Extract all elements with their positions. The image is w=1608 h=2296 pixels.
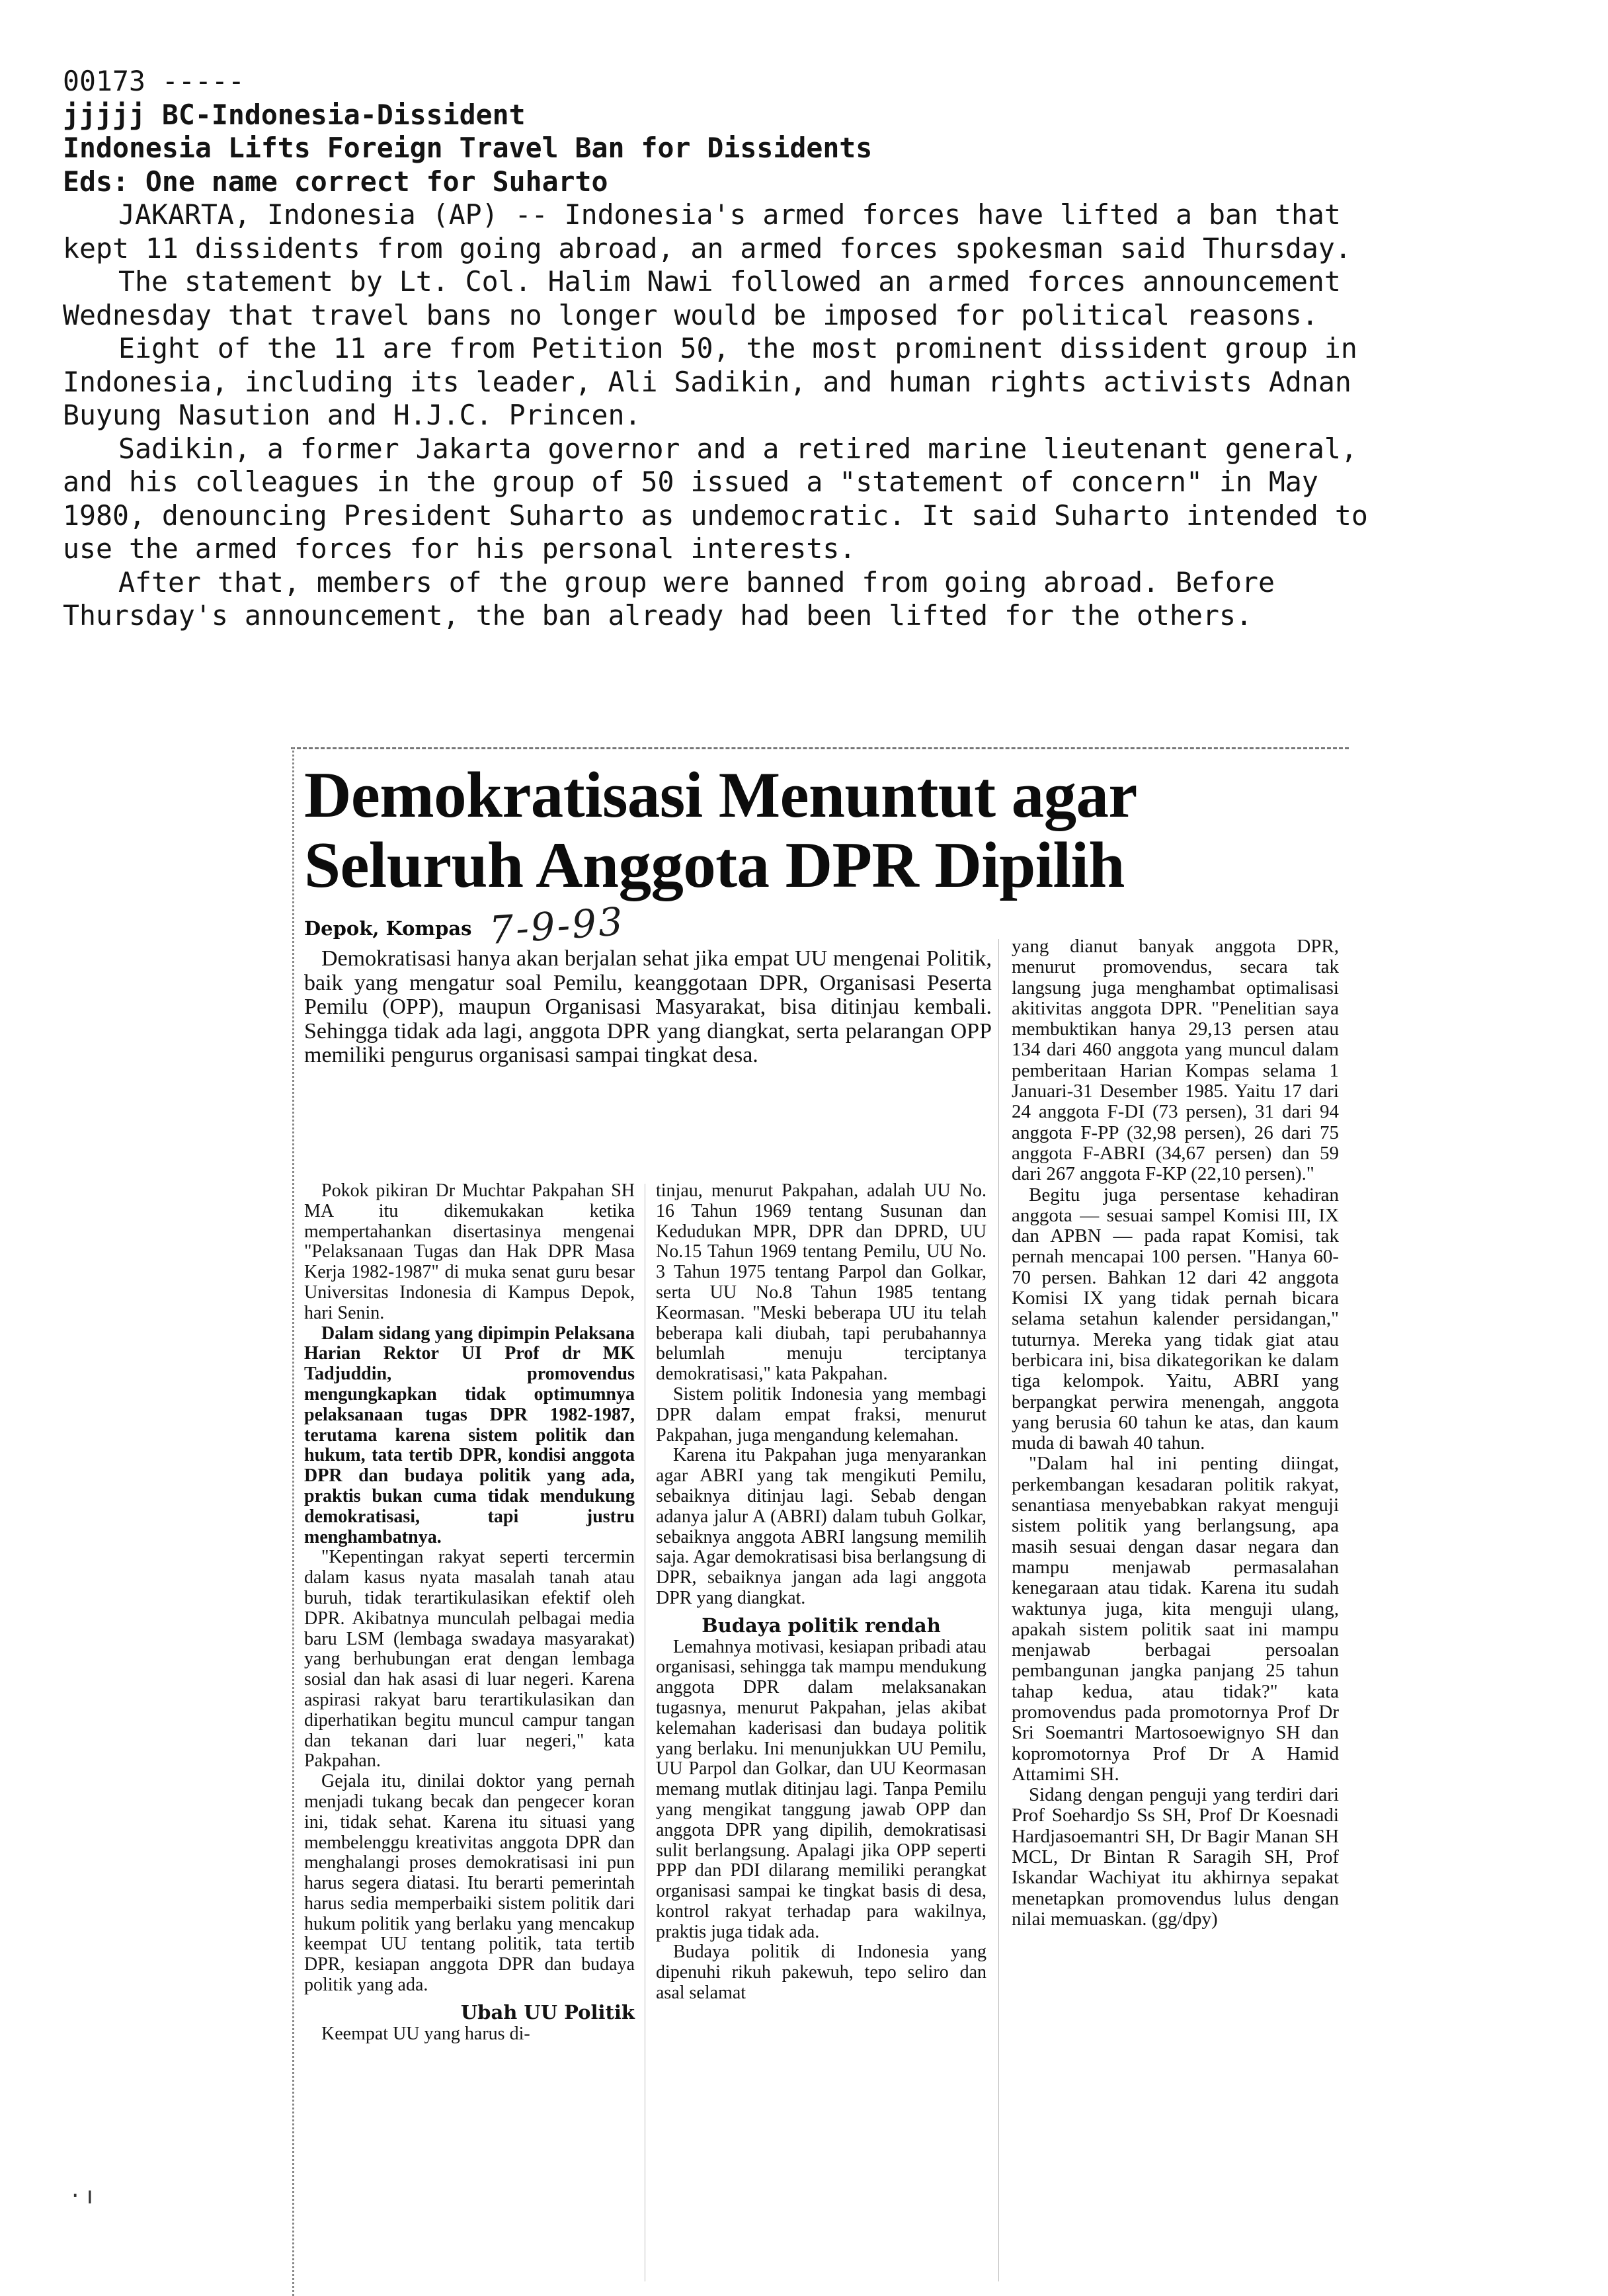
article-paragraph: "Dalam hal ini penting diingat, perkembangan kesadaran politik rakyat, senantiasa menyebabkan rakyat menguji sistem politik yang berlangsung, apa masih sesuai dengan dasar negara dan mampu menjawab permasalahan kenegaraan atau tidak. Karena itu sudah waktunya juga, kita menguji ulang, apakah sistem politik saat ini mampu menjawab berbagai persoalan pembangunan jangka panjang 25 tahun tahap kedua, atau tidak?" kata promovendus pada promotornya Prof Dr Sri Soemantri Martosoewignyo SH dan kopromotornya Prof Dr A Hamid Attamimi SH. [1012,1453,1339,1785]
clipping-cut-edge [292,747,294,2296]
column-rule [998,939,999,2281]
wire-paragraph: Sadikin, a former Jakarta governor and a retired marine lieutenant general, and his colleagues in the group of 50 issued a "statement of concern" in May 1980, denouncing President Suharto as undemocratic. It said Suharto intended to use the armed forces for his personal interests. [63,432,1368,565]
lead-text: Demokratisasi hanya akan berjalan sehat jika empat UU mengenai Politik, baik yang mengatur soal Pemilu, keanggotaan DPR, Organisasi Peserta Pemilu (OPP), maupun Organisasi Masyarakat, bisa ditinjau kembali. Sehingga tidak ada lagi, anggota DPR yang diangkat, serta pelarangan OPP memiliki pengurus organisasi sampai tingkat desa. [304,946,992,1067]
newspaper-clipping [291,747,1349,2296]
wire-slug: jjjjj BC-Indonesia-Dissident [63,98,526,131]
subheading: Ubah UU Politik [460,2000,635,2024]
headline-line: Seluruh Anggota DPR Dipilih [304,829,1125,901]
article-paragraph: Pokok pikiran Dr Muchtar Pakpahan SH MA itu dikemukakan ketika mempertahankan disertasinya mengenai "Pelaksanaan Tugas dan Hak DPR Masa Kerja 1982-1987" di muka senat guru besar Universitas Indonesia di Kampus Depok, hari Senin. [304,1180,635,1323]
article-paragraph: Keempat UU yang harus di- [321,2023,530,2044]
handwritten-date: 7-9-93 [487,898,626,954]
wire-headline: Indonesia Lifts Foreign Travel Ban for Dissidents [63,132,873,164]
article-paragraph: tinjau, menurut Pakpahan, adalah UU No. 16 Tahun 1969 tentang Susunan dan Kedudukan MPR, DPR dan DPRD, UU No.15 Tahun 1969 tentang Pemilu, UU No. 3 Tahun 1975 tentang Parpol dan Golkar, serta UU No.8 Tahun 1985 tentang Keormasan. "Meski beberapa UU itu telah beberapa kali diubah, tapi perubahannya belumlah menuju terciptanya demokratisasi," kata Pakpahan. [656,1180,986,1385]
clipping-headline [304,760,1346,901]
wire-editor-note: Eds: One name correct for Suharto [63,165,608,198]
wire-paragraph: Eight of the 11 are from Petition 50, the most prominent dissident group in Indonesia, including its leader, Ali Sadikin, and human rights activists Adnan Buyung Nasution and H.J.C. Princen. [63,332,1357,431]
article-paragraph: Karena itu Pakpahan juga menyarankan agar ABRI yang tak mengikuti Pemilu, sebaiknya ditinjau lagi. Sebab dengan adanya jalur A (ABRI) dalam tubuh Golkar, sebaiknya anggota ABRI langsung memilih saja. Agar demokratisasi bisa berlangsung di DPR, sebaiknya jangan ada lagi anggota DPR yang diangkat. [656,1445,986,1608]
article-paragraph: "Kepentingan rakyat seperti tercermin dalam kasus nyata masalah tanah atau buruh, tidak terartikulasikan efektif oleh DPR. Akibatnya munculah pelbagai media baru LSM (lembaga swadaya masyarakat) yang berhubungan erat dengan lembaga sosial dan hak asasi di luar negeri. Karena aspirasi rakyat baru terartikulasikan dan diperhatikan begitu muncul campur tangan dan tekanan dari luar negeri," kata Pakpahan. [304,1547,635,1772]
wire-paragraph: JAKARTA, Indonesia (AP) -- Indonesia's armed forces have lifted a ban that kept 11 dissidents from going abroad, an armed forces spokesman said Thursday. [63,198,1351,265]
article-paragraph: Lemahnya motivasi, kesiapan pribadi atau organisasi, sehingga tak mampu mendukung anggota DPR dalam melaksanakan tugasnya, menurut Pakpahan, jelas akibat kelemahan kaderisasi dan budaya politik yang berlaku. Ini menunjukkan UU Pemilu, UU Parpol dan Golkar, dan UU Keormasan memang mutlak ditinjau lagi. Tanpa Pemilu yang mengikat tanggung jawab OPP dan anggota DPR yang dipilih, demokratisasi sulit berlangsung. Apalagi jika OPP seperti PPP dan PDI dilarang memiliki perangkat organisasi sampai ke tingkat basis di desa, kontrol rakyat terhadap para wakilnya, praktis juga tidak ada. [656,1636,986,1942]
margin-mark: · ı [71,2182,93,2209]
article-column-3 [1012,936,1339,1930]
article-paragraph: Sidang dengan penguji yang terdiri dari Prof Soehardjo Ss SH, Prof Dr Koesnadi Hardjasoemantri SH, Dr Bagir Manan SH MCL, Dr Bintan R Saragih SH, Prof Iskandar Wachiyat itu akhirnya sepakat menetapkan promovendus lulus dengan nilai memuaskan. (gg/dpy) [1012,1784,1339,1930]
article-column-2 [656,1181,986,2004]
article-paragraph: Sistem politik Indonesia yang membagi DPR dalam empat fraksi, menurut Pakpahan, juga mengandung kelemahan. [656,1383,986,1446]
headline-line: Demokratisasi Menuntut agar [304,759,1137,831]
dateline: Depok, Kompas [304,917,472,940]
lead-paragraph [304,947,992,1068]
wire-paragraph: After that, members of the group were banned from going abroad. Before Thursday's announcement, the ban already had been lifted for the others. [63,565,1275,632]
article-column-1 [304,1181,635,2044]
wire-paragraph: The statement by Lt. Col. Halim Nawi followed an armed forces announcement Wednesday that travel bans no longer would be imposed for political reasons. [63,265,1341,331]
article-paragraph: Begitu juga persentase kehadiran anggota — sesuai sampel Komisi III, IX dan APBN — pada rapat Komisi, tak pernah mencapai 100 persen. "Hanya 60-70 persen. Bahkan 12 dari 42 anggota Komisi IX yang tidak pernah bicara selama setahun kalender persidangan," tuturnya. Mereka yang tidak giat atau berbicara ini, bisa dikategorikan ke dalam tiga kelompok. Yaitu, ABRI yang berpangkat perwira menengah, anggota yang berusia 60 tahun ke atas, dan kaum muda di bawah 40 tahun. [1012,1184,1339,1454]
article-paragraph: yang dianut banyak anggota DPR, menurut promovendus, secara tak langsung juga menghambat optimalisasi akitivitas anggota DPR. "Penelitian saya membuktikan hanya 29,13 persen atau 134 dari 460 anggota yang muncul dalam pemberitaan Harian Kompas selama 1 Januari-31 Desember 1985. Yaitu 17 dari 24 anggota F-DI (73 persen), 31 dari 94 anggota F-PP (32,98 persen), 26 dari 75 anggota F-ABRI (34,67 persen) dan 59 dari 267 anggota F-KP (22,10 persen)." [1012,936,1339,1185]
wire-slug-number: 00173 ----- [63,65,245,97]
article-paragraph: Dalam sidang yang dipimpin Pelaksana Harian Rektor UI Prof dr MK Tadjuddin, promovendus mengungkapkan tidak optimumnya pelaksanaan tugas DPR 1982-1987, terutama karena sistem politik dan hukum, tata tertib DPR, kondisi anggota DPR dan budaya politik yang ada, praktis bukan cuma tidak mendukung demokratisasi, tapi justru menghambatnya. [304,1323,635,1547]
subheading: Budaya politik rendah [702,1614,941,1637]
article-paragraph: Budaya politik di Indonesia yang dipenuhi rikuh pakewuh, tepo seliro dan asal selamat [656,1942,986,2004]
clipping-cut-edge [291,747,1349,749]
article-paragraph: Gejala itu, dinilai doktor yang pernah menjadi tukang becak dan pengecer koran ini, tidak sehat. Karena itu situasi yang membelenggu kreativitas anggota DPR dan menghalangi proses demokratisasi ini pun harus segera diatasi. Itu berarti pemerintah harus sedia memperbaiki sistem politik dari hukum politik yang berlaku yang mencakup keempat UU tentang politik, tata tertib DPR, kesiapan anggota DPR dan budaya politik yang ada. [304,1771,635,1996]
wire-story [63,65,1385,633]
